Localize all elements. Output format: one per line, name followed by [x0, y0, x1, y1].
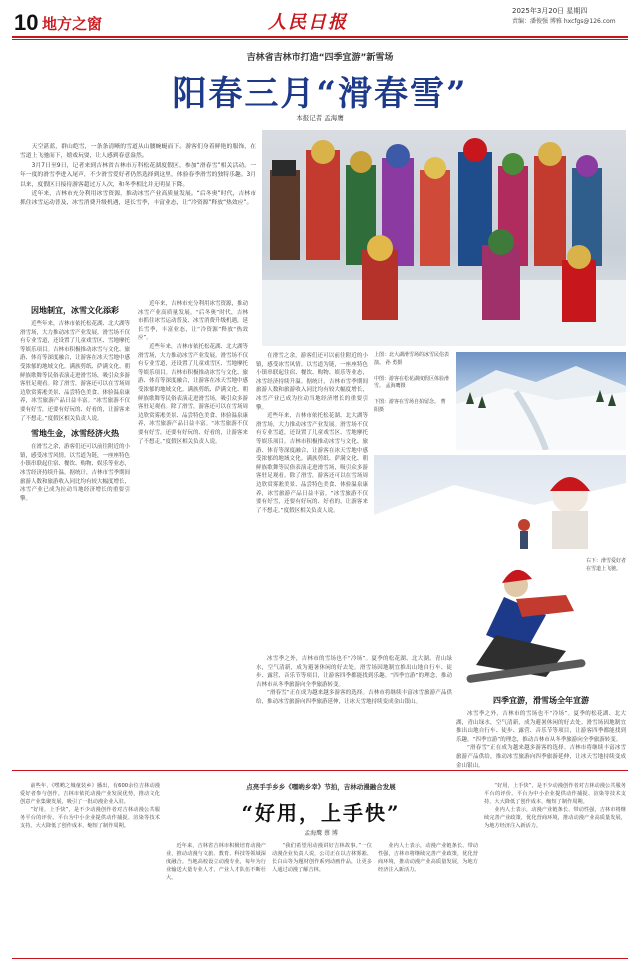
photo-captions — [374, 352, 450, 423]
ski-slope-photo — [456, 352, 626, 450]
bottom-paragraph: “好用，上手快”，是不少动漫创作者对吉林动漫公共服务平台的评价。平台为中小企业提供动作捕捉、渲染等技术支持，大大降低了创作成本，缩短了制作周期。 — [20, 807, 160, 830]
section-body: 在滑雪之余，游客们还可以前往附近的小镇，感受冰雪风情。以雪道为链，一座座特色小镇串联起住宿、餐饮、购物、娱乐等业态，冰雪经济持续升温。据统计，吉林市雪季期间旅游人数和旅游收入同比均有较大幅度增长，冰雪产业已成为拉动当地经济增长的重要引擎。 — [256, 353, 368, 411]
selfie-photo — [374, 455, 626, 549]
bottom-paragraph: 前些年，《嘿哟之城童装乡》播出，有600余位吉林动漫爱好者参与创作。吉林市依托动漫产业发展优势，推动文化创意产业集聚发展，吸引了一批动漫企业入驻。 — [20, 783, 160, 806]
bottom-paragraph: 近年来，吉林省吉林市积极培育动漫产业，推动动漫与文旅、教育、科技等领域深度融合。当地高校设立动漫专业，每年为行业输送大量专业人才，产业人才队伍不断壮大。 — [166, 843, 266, 882]
article-lead — [20, 143, 256, 209]
article-kicker: 吉林省吉林市打造“四季宜游”新雪场 — [246, 53, 394, 63]
performers-illustration — [262, 130, 626, 346]
lead-paragraph: 天空湛蓝，群山皑雪，一条条清晰的雪道从山腰蜿蜒而下。游客们身着鲜艳的服饰，在雪道上飞驰而下，嬉戏玩耍，让人感到春意盎然。 — [20, 144, 256, 160]
snowboarder-caption: 右下：滑雪爱好者在雪道上飞驰。 — [586, 558, 627, 572]
bottom-column-5 — [484, 782, 626, 954]
header-rule — [12, 36, 628, 38]
bottom-paragraph: “我们希望用动漫讲好吉林故事。”一位动漫企业负责人说，公司正在以吉林雾凇、长白山等为题材创作系列动画作品，让更多人通过动漫了解吉林。 — [272, 843, 372, 874]
masthead-logo: 人民日报 — [268, 12, 348, 33]
bottom-paragraph: “好用，上手快”，是不少动漫创作者对吉林动漫公共服务平台的评价。平台为中小企业提供动作捕捉、渲染等技术支持，大大降低了创作成本，缩短了制作周期。 — [484, 783, 626, 806]
article-title: 阳春三月“滑春雪” — [172, 74, 468, 114]
lead-paragraph: 近年来，吉林市充分利用冰雪资源，推动冰雪产业高质量发展。“后冬奥”时代，吉林市抓住冰雪运动普及、冰雪消费升级机遇，延长雪季，丰富业态，让“冷资源”释放“热效应”。 — [20, 191, 256, 207]
bottom-column-2 — [166, 842, 266, 954]
photo-caption: 上图：北大湖滑雪场的冰雪民俗表演。 孙 勇摄 — [374, 352, 450, 366]
story-divider — [12, 770, 628, 771]
body-column-3 — [256, 352, 368, 652]
header-rule-thin — [12, 39, 628, 40]
section-body: 近些年来，吉林市依托松花湖、北大湖等滑雪场，大力推动冰雪产业发展。滑雪场不仅有专业雪道，还设置了儿童戏雪区、雪地摩托等娱乐项目。吉林市积极推动冰雪与文化、旅游、体育等深度融合，让游客在冰天雪地中感受浓郁的地域文化。满族剪纸、萨满文化、朝鲜族歌舞等民俗表演走进滑雪场，吸引众多游客驻足观看。除了滑雪，游客还可以在雪场周边欣赏雾凇美景、品尝特色美食、体验温泉康养，冰雪旅游产品日益丰富。“冰雪旅游不仅要有好雪，还要有好玩的、好看的，让游客来了不想走。”度假区相关负责人说。 — [138, 343, 248, 445]
footer-rule — [12, 958, 628, 959]
bottom-paragraph: 业内人士表示，动漫产业链条长、带动性强，吉林市将继续完善产业政策，优化营商环境，推动动漫产业高质量发展，为地方经济注入新活力。 — [378, 843, 478, 874]
bottom-story-byline: 孟海鹰 蔡 博 — [304, 830, 338, 837]
hero-photo-performers — [262, 130, 626, 346]
section-body: 冰雪季之外，吉林市的雪场也不“冷场”。夏季的松花湖、北大湖，青山绿水，空气清新，成为避暑休闲的好去处。滑雪场因地制宜推出山地自行车、徒步、露营、音乐节等项目，让游客四季都能找到乐趣。“四季宜游”的理念，推动吉林市从冬季旅游向全季旅游转变。 — [256, 656, 452, 688]
bottom-paragraph: 业内人士表示，动漫产业链条长、带动性强，吉林市将继续完善产业政策，优化营商环境，推动动漫产业高质量发展，为地方经济注入新活力。 — [484, 807, 626, 830]
lead-paragraph: 3月7日至9日，记者来到吉林省吉林市万科松花湖度假区，参加“滑春雪”相关活动。一年一度的滑雪季进入尾声，不少滑雪爱好者仍然选择到这里，体验春季滑雪的独特乐趣。3月以来，度假区日接待游客超过万人次，和冬季相比并无明显下降。 — [20, 162, 256, 188]
section-body: 近些年来，吉林市依托松花湖、北大湖等滑雪场，大力推动冰雪产业发展。滑雪场不仅有专业雪道，还设置了儿童戏雪区、雪地摩托等娱乐项目。吉林市积极推动冰雪与文化、旅游、体育等深度融合，让游客在冰天雪地中感受浓郁的地域文化。满族剪纸、萨满文化、朝鲜族歌舞等民俗表演走进滑雪场，吸引众多游客驻足观看。除了滑雪，游客还可以在雪场周边欣赏雾凇美景、品尝特色美食、体验温泉康养，冰雪旅游产品日益丰富。“冰雪旅游不仅要有好雪，还要有好玩的、好看的，让游客来了不想走。”度假区相关负责人说。 — [256, 413, 368, 514]
section-title: 地方之窗 — [42, 15, 103, 33]
section-body: 冰雪季之外，吉林市的雪场也不“冷场”。夏季的松花湖、北大湖，青山绿水，空气清新，成为避暑休闲的好去处。滑雪场因地制宜推出山地自行车、徒步、露营、音乐节等项目，让游客四季都能找到乐趣。“四季宜游”的理念，推动吉林市从冬季旅游向全季旅游转变。 — [456, 711, 626, 743]
body-column-2 — [138, 300, 248, 765]
section-heading: 雪地生金，冰雪经济火热 — [31, 429, 119, 439]
bottom-column-3 — [272, 842, 372, 954]
bottom-story-kicker: 点亮手手乡乡《嘿哟乡幸》节拍，吉林动漫融合发展 — [246, 783, 396, 791]
bottom-column-4 — [378, 842, 478, 954]
section-heading: 因地制宜，冰雪文化添彩 — [31, 306, 119, 315]
article-closing — [456, 690, 626, 770]
section-body: “滑春雪”正在成为越来越多游客的选择。吉林市将继续丰富冰雪旅游产品供给，推动冰雪旅游向四季旅游延伸，让冰天雪地持续变成金山银山。 — [256, 690, 452, 705]
editor-line: 责编：潘俊强 博雅 hxcfgs@126.com — [512, 18, 616, 25]
body-column-1 — [20, 300, 130, 765]
section-body: 在滑雪之余，游客们还可以前往附近的小镇，感受冰雪风情。以雪道为链，一座座特色小镇串联起住宿、餐饮、购物、娱乐等业态，冰雪经济持续升温。据统计，吉林市雪季期间旅游人数和旅游收入同比均有较大幅度增长，冰雪产业已成为拉动当地经济增长的重要引擎。 — [20, 444, 130, 502]
article-byline: 本报记者 孟海鹰 — [296, 114, 344, 122]
page-number: 10 — [14, 10, 39, 35]
bottom-column-1 — [20, 782, 160, 954]
bottom-story-title: “好用，上手快” — [241, 801, 401, 825]
body-column-4 — [256, 655, 452, 765]
selfie-illustration — [374, 455, 626, 549]
section-body: 近年来，吉林市充分利用冰雪资源，推动冰雪产业高质量发展。“后冬奥”时代，吉林市抓住冰雪运动普及、冰雪消费升级机遇，延长雪季，丰富业态，让“冷资源”释放“热效应”。 — [138, 301, 248, 342]
snowboarder-illustration — [456, 555, 626, 689]
photo-caption: 中图：游客在松花湖度假区体验滑雪。 孟海鹰摄 — [374, 375, 450, 390]
page-header — [0, 0, 640, 38]
section-heading: 四季宜游，滑雪场全年宣游 — [493, 696, 589, 705]
ski-slope-illustration — [456, 352, 626, 450]
issue-date: 2025年3月20日 星期四 — [512, 7, 588, 15]
section-body: 近些年来，吉林市依托松花湖、北大湖等滑雪场，大力推动冰雪产业发展。滑雪场不仅有专业雪道，还设置了儿童戏雪区、雪地摩托等娱乐项目。吉林市积极推动冰雪与文化、旅游、体育等深度融合，让游客在冰天雪地中感受浓郁的地域文化。满族剪纸、萨满文化、朝鲜族歌舞等民俗表演走进滑雪场，吸引众多游客驻足观看。除了滑雪，游客还可以在雪场周边欣赏雾凇美景、品尝特色美食、体验温泉康养，冰雪旅游产品日益丰富。“冰雪旅游不仅要有好雪，还要有好玩的、好看的，让游客来了不想走。”度假区相关负责人说。 — [20, 321, 130, 422]
snowboarder-photo — [456, 555, 626, 689]
closing-paragraph: “滑春雪”正在成为越来越多游客的选择。吉林市将继续丰富冰雪旅游产品供给，推动冰雪旅游向四季旅游延伸，让冰天雪地持续变成金山银山。 — [456, 745, 626, 769]
photo-caption: 下图：游客在雪场自拍留念。 曹 阳摄 — [374, 399, 446, 413]
